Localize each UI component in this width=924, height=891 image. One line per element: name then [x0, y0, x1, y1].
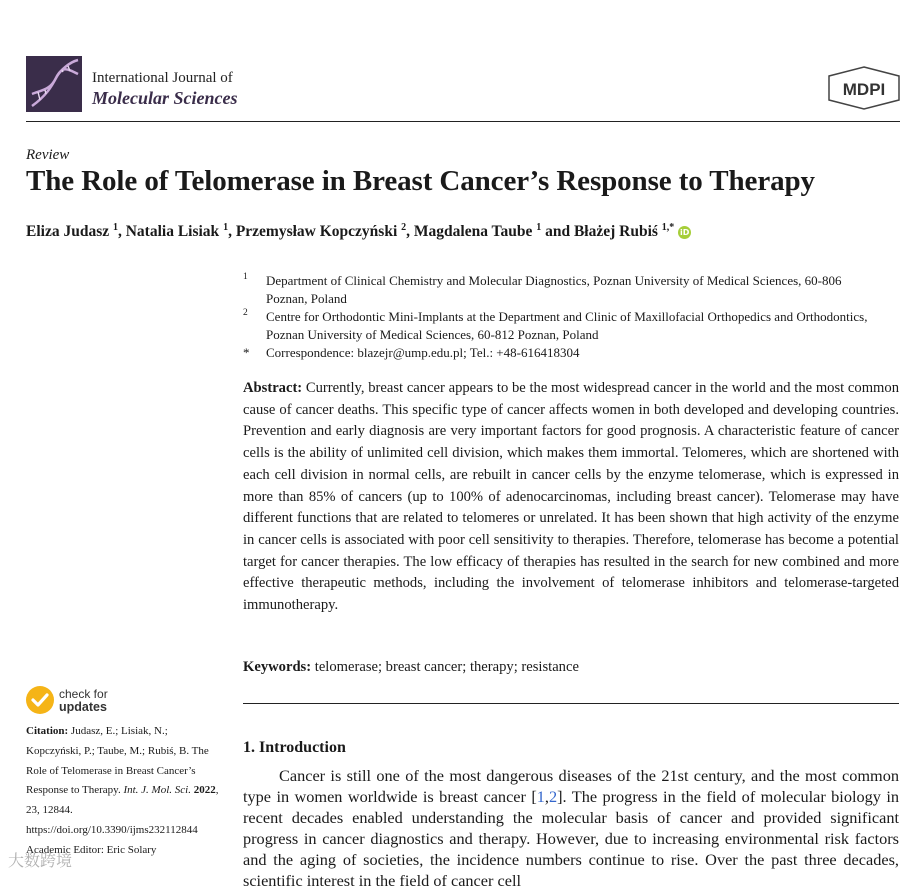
introduction-paragraph: Cancer is still one of the most dangerous diseases of the 21st century, and the most common type in women worldwide is breast cancer [1,2]. The progress in the field of molecular biology in recent decades enabled understanding the molecular basis of cancer and provided significant progress in cancer diagnostics and therapy. However, due to increasing environmental risk factors and the aging of societies, the incidence numbers continue to rise. Over the past three decades, scientific interest in the field of cancer cell — [243, 766, 899, 890]
academic-editor: Academic Editor: Eric Solary — [26, 843, 157, 856]
author-affiliation-mark: 1 — [112, 222, 118, 233]
citation-volume: , 23, 12844. — [26, 784, 219, 817]
affiliation-mark: * — [243, 345, 250, 360]
author-list: Eliza Judasz $^1$, Natalia Lisiak $^1$, Przemysław Kopczyński $^2$, Magdalena Taube $^1$ and Błażej Rubiś $^{1,*}$ iD — [26, 222, 690, 241]
check-for-updates-badge[interactable] — [26, 686, 146, 716]
dna-helix-icon — [26, 56, 82, 112]
author-name[interactable]: Eliza Judasz — [26, 223, 110, 241]
author-name[interactable]: Magdalena Taube — [413, 223, 533, 241]
correspondence — [243, 344, 883, 362]
abstract — [243, 378, 899, 617]
check-updates-text: check for updates — [59, 687, 108, 714]
affiliation-mark: 1 — [243, 272, 248, 282]
citation-authors: Judasz, E.; Lisiak, N.; Kopczyński, P.; Taube, M.; Rubiś, B. The Role of Telomerase in Breast Cancer’s Response to Therapy. — [26, 725, 209, 797]
correspondence-text: Correspondence: blazejr@ump.edu.pl; Tel.: +48-616418304 — [266, 345, 580, 360]
citation-journal: Int. J. Mol. Sci. — [123, 784, 191, 797]
citation-label: Citation: — [26, 725, 69, 737]
watermark-text: 大数跨境 — [8, 851, 73, 870]
reference-link[interactable]: 1 — [536, 787, 545, 806]
author-affiliation-mark: 2 — [401, 222, 407, 233]
check-updates-icon — [26, 686, 54, 714]
publisher-logo-text: MDPI — [842, 80, 886, 99]
section-heading: 1. Introduction — [243, 739, 346, 756]
section-divider — [243, 703, 899, 704]
keywords-label: Keywords: — [243, 659, 312, 675]
author-name[interactable]: Błażej Rubiś — [573, 223, 658, 241]
affiliation-item — [243, 308, 883, 344]
citation-block — [26, 722, 222, 861]
publisher-logo — [828, 66, 900, 110]
article-title: The Role of Telomerase in Breast Cancer’s Response to Therapy — [26, 165, 815, 197]
abstract-text: Currently, breast cancer appears to be the most widespread cancer in the world and the most common cause of cancer deaths. This specific type of cancer affects women in both developed and developing countries. Prevention and early diagnosis are very important factors for good prognosis. A characteristic feature of cancer cells is the ability of unlimited cell division, which makes them immortal. Telomeres, which are shortened with each cell division in normal cells, are rebuilt in cancer cells by the enzyme telomerase, which is expressed in more than 85% of cancers (up to 100% of adenocarcinomas, including breast cancer). Telomerase may have different functions that are related to telomeres or unrelated. It has been shown that high activity of the enzyme in cancer cells is associated with poor cell sensitivity to therapies. Therefore, telomerase has become a potential target for cancer therapies. The low efficacy of therapies has resulted in the search for new combined and more effective therapeutic methods, including the involvement of telomerase inhibitors and telomerase-targeted immunotherapy. — [243, 380, 899, 614]
citation-doi-link[interactable]: https://doi.org/10.3390/ijms232112844 — [26, 823, 198, 836]
author-affiliation-mark: 1,* — [661, 222, 675, 233]
author-affiliation-mark: 1 — [536, 222, 542, 233]
keywords — [243, 657, 899, 677]
affiliation-text: Department of Clinical Chemistry and Molecular Diagnostics, Poznan University of Medical Sciences, 60-806 Poznan, Poland — [266, 273, 842, 306]
reference-link[interactable]: 2 — [549, 787, 558, 806]
affiliation-mark: 2 — [243, 308, 248, 318]
article-type: Review — [26, 147, 70, 163]
journal-name — [92, 68, 238, 108]
author-affiliation-mark: 1 — [223, 222, 229, 233]
author-name[interactable]: Natalia Lisiak — [125, 223, 220, 241]
affiliation-item — [243, 272, 883, 308]
affiliation-text: Centre for Orthodontic Mini-Implants at the Department and Clinic of Maxillofacial Orthopedics and Orthodontics, Poznan University of Medical Sciences, 60-812 Poznan, Poland — [266, 309, 868, 342]
abstract-label: Abstract: — [243, 380, 303, 396]
journal-logo — [26, 56, 82, 112]
journal-name-line2: Molecular Sciences — [92, 88, 238, 108]
orcid-icon[interactable]: iD — [679, 228, 690, 238]
author-name[interactable]: Przemysław Kopczyński — [235, 223, 398, 241]
keywords-text: telomerase; breast cancer; therapy; resistance — [314, 659, 579, 675]
citation-year: 2022 — [193, 784, 216, 797]
journal-name-line1: International Journal of — [92, 70, 233, 86]
journal-header — [26, 56, 900, 122]
